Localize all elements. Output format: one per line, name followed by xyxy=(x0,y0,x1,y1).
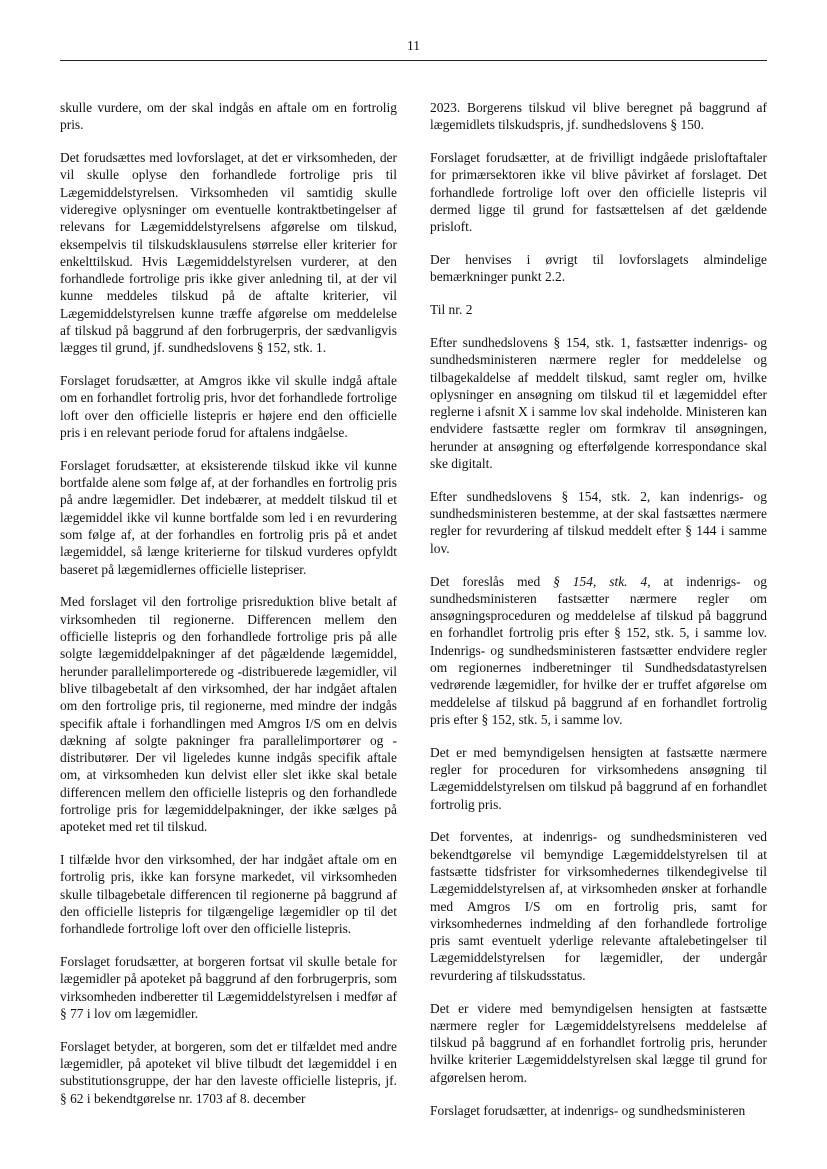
paragraph: Det forudsættes med lovforslaget, at det er virksomheden, der vil skulle oplyse den forhandlede fortrolige pris til Lægemiddelstyrelsen. Virksomheden vil samtidig skulle videregive oplysninger om eventuelle kontraktbetingelser af relevans for Lægemiddelstyrelsens afgørelse om tilskud, eksempelvis til tilskudsklausulens størrelse eller kriterier for enkelttilskud. Hvis Lægemiddelstyrelsen vurderer, at den forhandlede fortrolige pris ikke giver anledning til, at der vil kunne meddeles tilskud på de aftalte kriterier, vil Lægemiddelstyrelsen kunne træffe afgørelse om meddelelse af tilskud på baggrund af den forbrugerpris, der sædvanligvis lægges til grund, jf. sundhedslovens § 152, stk. 1. xyxy=(60,150,397,356)
paragraph: Der henvises i øvrigt til lovforslagets almindelige bemærkninger punkt 2.2. xyxy=(430,252,767,285)
right-column xyxy=(430,99,767,1134)
paragraph: Forslaget forudsætter, at de frivilligt indgåede prisloftaftaler for primærsektoren ikke vil blive påvirket af forslaget. Det forhandlede fortrolige loft over den officielle listepris vil dermed ligge til grund for fastsættelsen af det gældende prisloft. xyxy=(430,150,767,235)
page-number: 11 xyxy=(407,38,420,53)
section-heading: Til nr. 2 xyxy=(430,302,473,318)
left-column xyxy=(60,99,397,1122)
paragraph: Forslaget forudsætter, at indenrigs- og sundhedsministeren xyxy=(430,1102,746,1118)
statute-reference: § 154, stk. 4 xyxy=(553,573,648,589)
paragraph-text: , at indenrigs- og sundhedsministeren fastsætter nærmere regler om ansøgningsproceduren og meddelelse af tilskud på baggrund en forhandlet fortrolig pris efter § 152, stk. 5, i samme lov. Indenrigs- og sundhedsministeren fastsætter endvidere regler om regionernes indberetninger til Sundhedsdatastyrelsen vedrørende lægemidler, for hvilke der er truffet afgørelse om meddelelse af tilskud på baggrund af en forhandlet fortrolig pris efter § 152, stk. 5, i samme lov. xyxy=(430,573,767,727)
paragraph: 2023. Borgerens tilskud vil blive beregnet på baggrund af lægemidlets tilskudspris, jf. sundhedslovens § 150. xyxy=(430,100,767,133)
paragraph: skulle vurdere, om der skal indgås en aftale om en fortrolig pris. xyxy=(60,100,397,133)
paragraph: Forslaget forudsætter, at Amgros ikke vil skulle indgå aftale om en forhandlet fortrolig pris, hvor det forhandlede fortrolige loft over den officielle listepris er højere end den officielle pris i en relevant periode forud for aftalens indgåelse. xyxy=(60,373,397,441)
paragraph: Det forventes, at indenrigs- og sundhedsministeren ved bekendtgørelse vil bemyndige Lægemiddelstyrelsen til at fastsætte tidsfrister for virksomhedernes tilkendegivelse til Lægemiddelstyrelsen af, at virksomheden ønsker at forhandle med Amgros I/S om en fortrolig pris, samt for virksomhedernes indmelding af den forhandlede fortrolige pris samt eventuelt yderlige relevante aftalebetingelser til Lægemiddelstyrelsen for lægemidler, der undergår revurdering af tilskudsstatus. xyxy=(430,829,767,983)
paragraph: Det er videre med bemyndigelsen hensigten at fastsætte nærmere regler for Lægemiddelstyrelsens meddelelse af tilskud på baggrund af en forhandlet fortrolig pris, herunder hvilke kriterier Lægemiddelstyrelsen skal lægge til grund for afgørelsen herom. xyxy=(430,1000,767,1085)
paragraph: I tilfælde hvor den virksomhed, der har indgået aftale om en fortrolig pris, ikke kan forsyne markedet, vil virksomheden skulle tilbagebetale differencen til regionerne på baggrund af den officielle listepris for tilgængelige lægemidler op til det forhandlede fortrolige loft over den officielle listepris. xyxy=(60,852,397,937)
paragraph: Efter sundhedslovens § 154, stk. 1, fastsætter indenrigs- og sundhedsministeren nærmere regler for meddelelse og tilbagekaldelse af meddelt tilskud, samt regler om, hvilke oplysninger en ansøgning om tilskud til et lægemiddel efter reglerne i afsnit X i samme lov skal indeholde. Ministeren kan endvidere fastsætte regler om formkrav til ansøgningen, herunder at ansøgning og efterfølgende korrespondance skal ske digitalt. xyxy=(430,334,767,472)
paragraph: Forslaget betyder, at borgeren, som det er tilfældet med andre lægemidler, på apoteket vil blive tilbudt det lægemiddel i en substitutionsgruppe, der har den laveste officielle listepris, jf. § 62 i bekendtgørelse nr. 1703 af 8. december xyxy=(60,1038,397,1106)
paragraph: Forslaget forudsætter, at eksisterende tilskud ikke vil kunne bortfalde alene som følge af, at der forhandles en fortrolig pris på andre lægemidler. Det indebærer, at meddelt tilskud til et lægemiddel ikke vil kunne bortfalde som led i en revurdering som følge af, at der forhandles en fortrolig pris på et andet lægemiddel, så længe kriterierne for tilskud vurderes opfyldt baseret på lægemidlernes officielle listepriser. xyxy=(60,457,397,577)
paragraph: Med forslaget vil den fortrolige prisreduktion blive betalt af virksomheden til regionerne. Differencen mellem den officielle listepris og den forhandlede fortrolige pris på alle solgte lægemiddelpakninger af det pågældende lægemiddel, herunder parallelimporterede og -distribuerede lægemidler, vil blive tilbagebetalt af den virksomhed, der har indgået aftalen om den fortrolige pris, til regionerne, med mindre der indgås specifik aftale i forhandlingen med Amgros I/S om en delvis dækning af solgte pakninger fra parallelimportører og -distributører. Der vil ligeledes kunne indgås specifik aftale om, at virksomheden kun delvist eller slet ikke skal betale differencen mellem den officielle listepris og den forhandlede fortrolige pris for lægemiddelpakninger, der ikke sælges på apoteket med ret til tilskud. xyxy=(60,594,397,835)
paragraph xyxy=(430,573,767,729)
paragraph: Forslaget forudsætter, at borgeren fortsat vil skulle betale for lægemidler på apoteket på baggrund af den forbrugerpris, som virksomheden indberetter til Lægemiddelstyrelsen i medfør af § 77 i lov om lægemidler. xyxy=(60,954,397,1021)
paragraph: Det er med bemyndigelsen hensigten at fastsætte nærmere regler for proceduren for virksomhedens ansøgning til Lægemiddelstyrelsen om tilskud på baggrund af en forhandlet fortrolig pris. xyxy=(430,744,767,812)
paragraph: Efter sundhedslovens § 154, stk. 2, kan indenrigs- og sundhedsministeren bestemme, at der skal fastsættes nærmere regler for revurdering af tilskud meddelt efter § 144 i samme lov. xyxy=(430,488,767,556)
header-rule xyxy=(60,60,767,61)
paragraph-text: Det foreslås med xyxy=(430,573,554,589)
